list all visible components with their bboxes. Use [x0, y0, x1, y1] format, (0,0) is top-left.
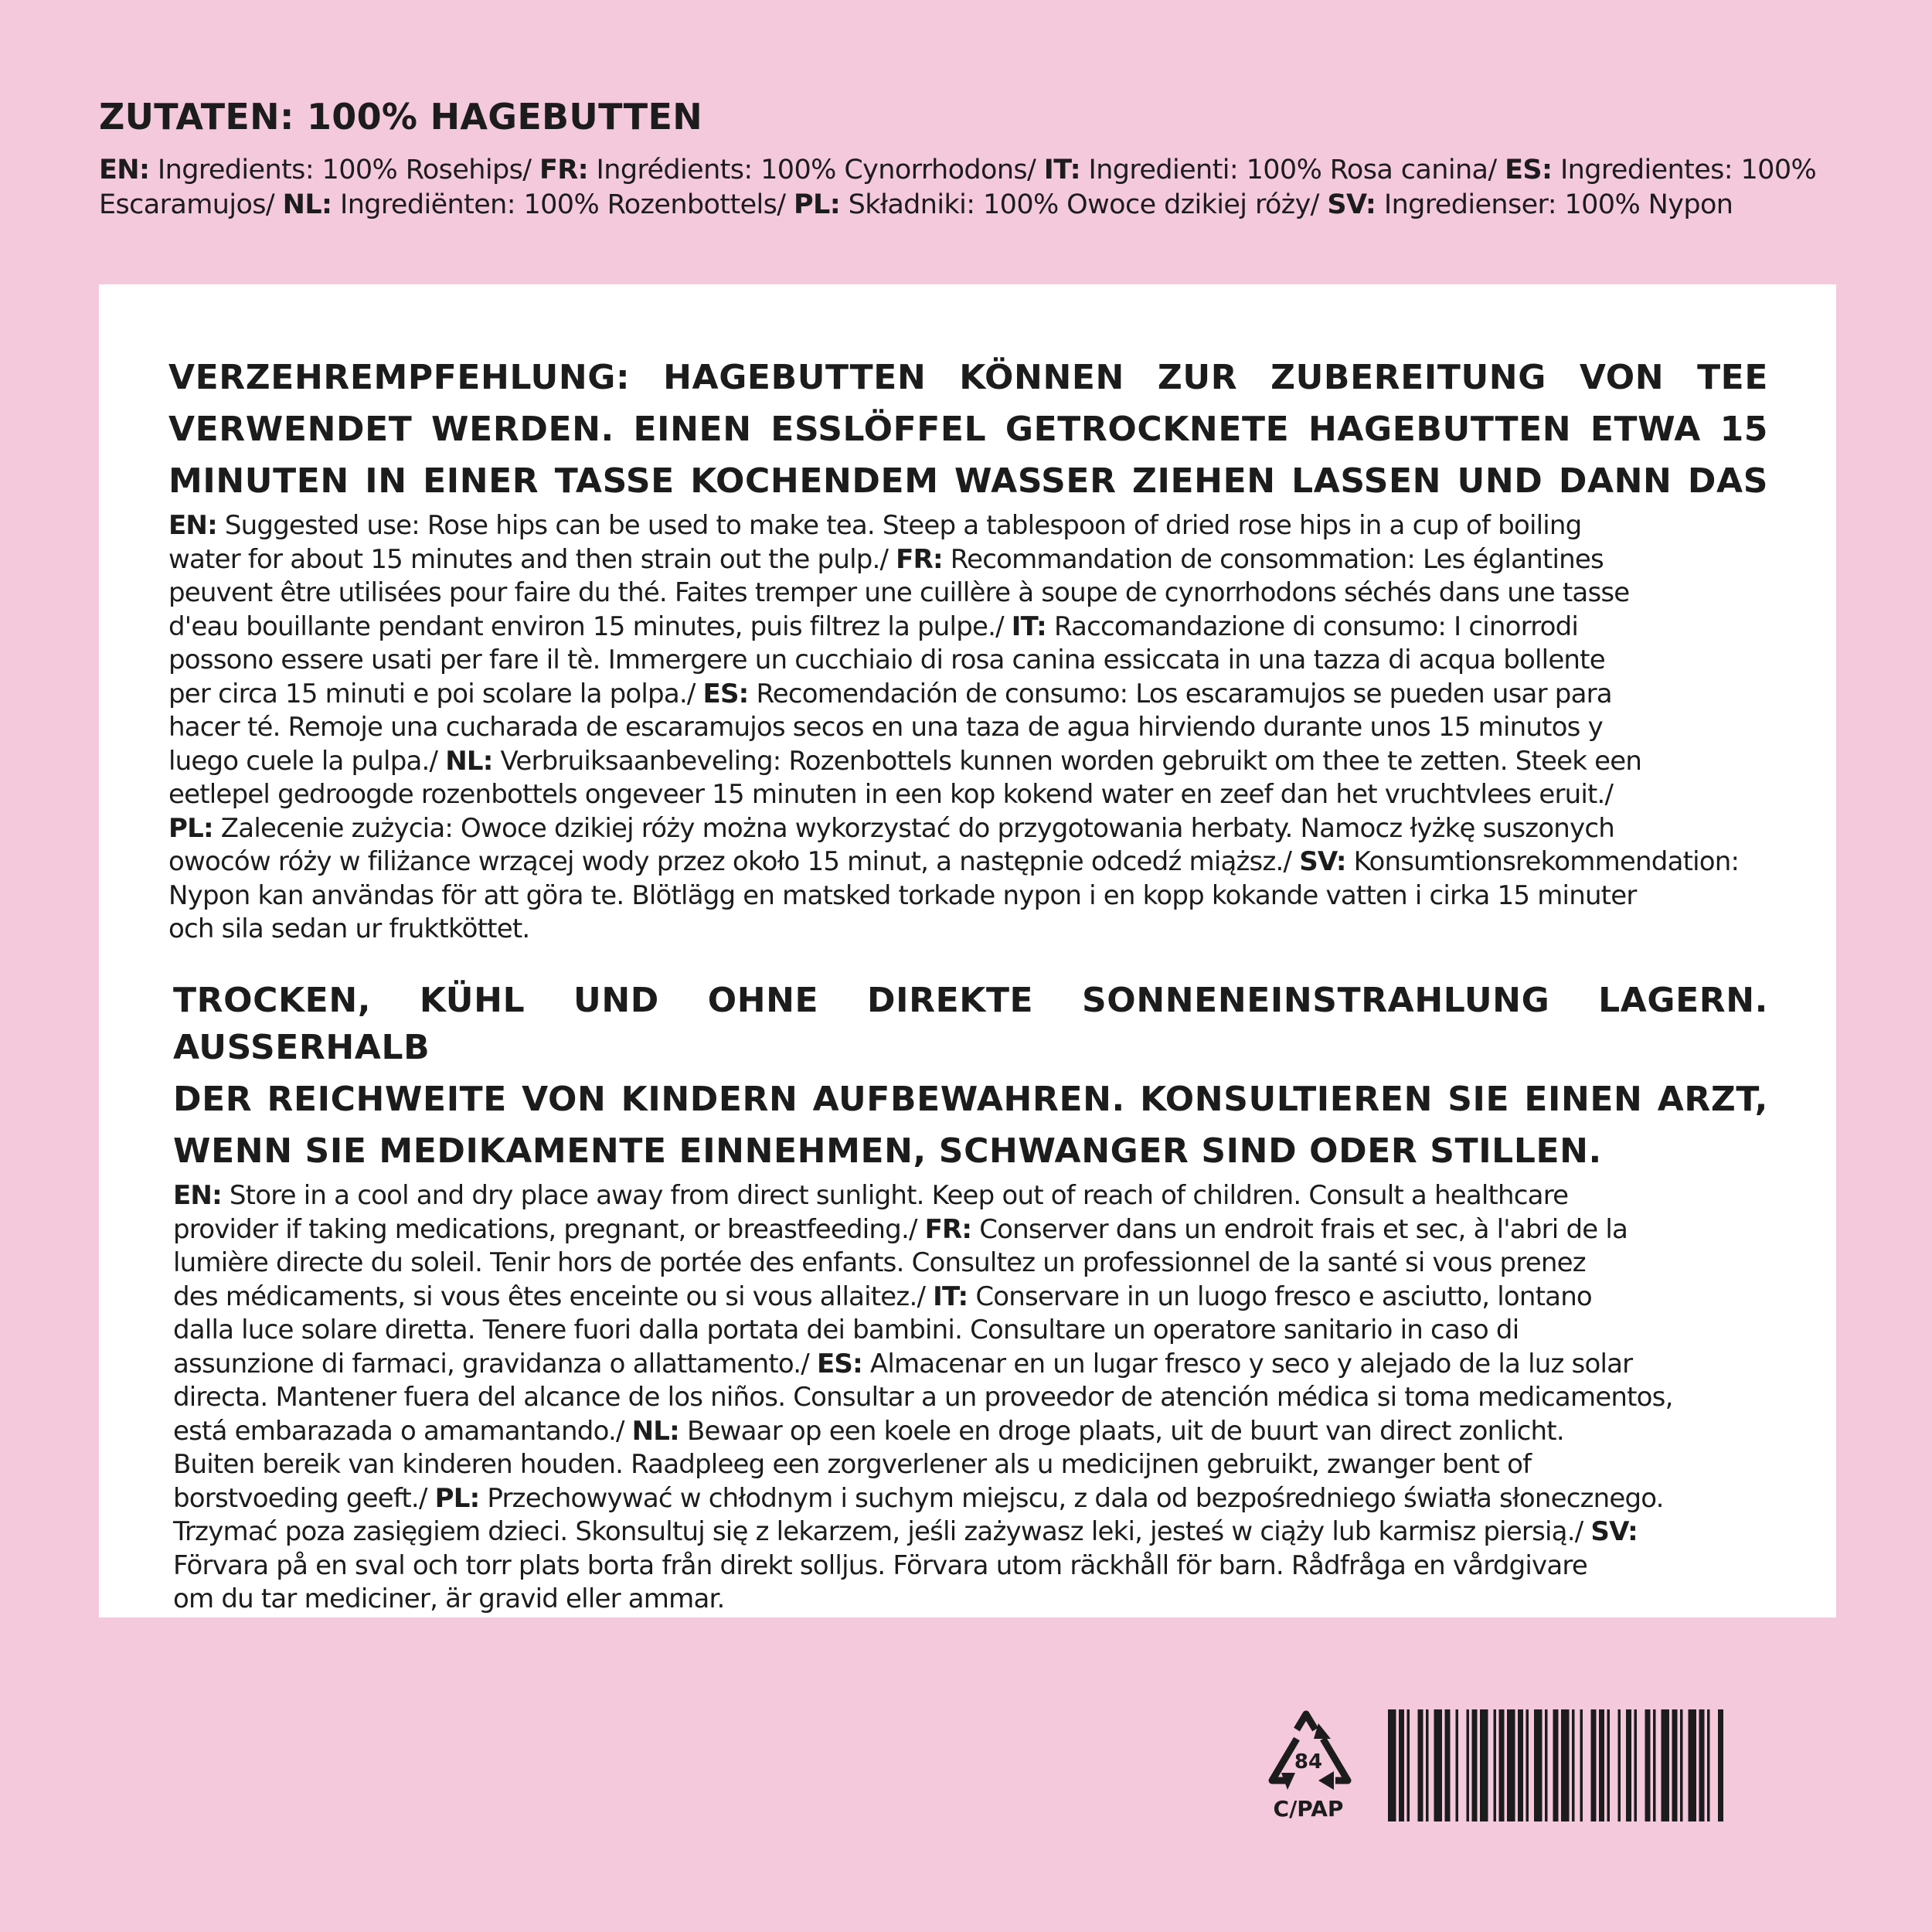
language-code: PL: [794, 189, 841, 220]
storage-section [173, 977, 1768, 1617]
translation-text: peuvent être utilisées pour faire du thé. Faites tremper une cuillère à soupe de cynorrhodons séchés dans une tasse [168, 577, 1630, 608]
usage-line [168, 611, 1768, 645]
info-panel [99, 284, 1836, 1617]
language-code: SV: [1590, 1516, 1638, 1547]
usage-line [168, 543, 1768, 577]
heading-line: VERZEHREMPFEHLUNG: HAGEBUTTEN KÖNNEN ZUR ZUBEREITUNG VON TEE [168, 358, 1768, 397]
translation-text: Verbruiksaanbeveling: Rozenbottels kunnen worden gebruikt om thee te zetten. Steek een [492, 745, 1642, 777]
translation-text: d'eau bouillante pendant environ 15 minutes, puis filtrez la pulpe./ [168, 611, 1012, 642]
ingredients-line [99, 188, 1845, 223]
language-code: NL: [445, 745, 493, 777]
storage-line [173, 1247, 1768, 1281]
barcode-bar [1689, 1709, 1697, 1821]
language-code: ES: [1505, 155, 1553, 185]
language-code: EN: [173, 1180, 222, 1211]
recycle-triangle-icon [1260, 1708, 1360, 1824]
language-code: IT: [1043, 155, 1080, 185]
barcode-bar [1672, 1709, 1678, 1821]
heading-line: TROCKEN, KÜHL UND OHNE DIREKTE SONNENEINSTRAHLUNG LAGERN. AUSSERHALB [173, 981, 1768, 1067]
language-code: NL: [282, 189, 332, 220]
heading-line: DER REICHWEITE VON KINDERN AUFBEWAHREN. KONSULTIEREN SIE EINEN ARZT, [173, 1080, 1768, 1119]
ingredients-line [99, 153, 1845, 188]
translation-text: water for about 15 minutes and then strain out the pulp./ [168, 543, 896, 575]
translation-text: Almacenar en un lugar fresco y seco y alejado de la luz solar [862, 1348, 1633, 1379]
usage-line [168, 711, 1768, 745]
ingredients-translations [99, 153, 1845, 223]
barcode-bar [1518, 1709, 1523, 1821]
barcode-bar [1426, 1709, 1429, 1821]
translation-text: Förvara på en sval och torr plats borta från direkt solljus. Förvara utom räckhåll för barn. Rådfråga en vårdgivare [173, 1549, 1587, 1581]
translation-text: lumière directe du soleil. Tenir hors de portée des enfants. Consultez un professionnel de la santé si vous prenez [173, 1247, 1586, 1278]
usage-line [168, 509, 1768, 543]
barcode-bar [1580, 1709, 1583, 1821]
language-code: PL: [434, 1482, 480, 1514]
storage-line [173, 1179, 1768, 1213]
barcode-bar [1434, 1709, 1443, 1821]
storage-line [173, 1213, 1768, 1247]
storage-line [173, 1314, 1768, 1348]
translation-text: Bewaar op een koele en droge plaats, uit de buurt van direct zonlicht. [679, 1415, 1564, 1447]
storage-line [173, 1583, 1768, 1617]
language-code: ES: [702, 678, 749, 709]
barcode-bar [1456, 1709, 1459, 1821]
barcode-bar [1388, 1709, 1396, 1821]
storage-line [173, 1348, 1768, 1382]
translation-text: Przechowywać w chłodnym i suchym miejscu, z dala od bezpośredniego światła słonecznego. [479, 1482, 1664, 1514]
translation-text: hacer té. Remoje una cucharada de escaramujos secos en una taza de agua hirviendo durante unos 15 minutos y [168, 712, 1603, 743]
barcode-bar [1526, 1709, 1529, 1821]
usage-line [168, 913, 1768, 947]
language-code: NL: [631, 1415, 679, 1447]
barcode-bar [1499, 1709, 1505, 1821]
translation-text: och sila sedan ur fruktköttet. [168, 913, 530, 944]
barcode-bar [1494, 1709, 1497, 1821]
barcode-bar [1407, 1709, 1410, 1821]
usage-line [168, 644, 1768, 678]
translation-text: Konsumtionsrekommendation: [1345, 846, 1740, 877]
barcode-bar [1445, 1709, 1451, 1821]
storage-line [173, 1415, 1768, 1449]
storage-line [173, 1281, 1768, 1315]
ingredients-title: ZUTATEN: 100% HAGEBUTTEN [99, 96, 703, 138]
usage-line [168, 678, 1768, 712]
translation-text: Recommandation de consommation: Les églantines [942, 543, 1604, 575]
translation-text: Składniki: 100% Owoce dzikiej róży/ [840, 189, 1328, 220]
usage-line [168, 879, 1768, 913]
usage-line [168, 745, 1768, 779]
translation-text: owoców róży w filiżance wrzącej wody przez około 15 minut, a następnie odcedź miąższ./ [168, 846, 1300, 877]
usage-line [168, 812, 1768, 846]
translation-text: luego cuele la pulpa./ [168, 745, 446, 777]
language-code: EN: [99, 155, 150, 185]
recycle-code: C/PAP [1273, 1796, 1344, 1821]
translation-text: possono essere usati per fare il tè. Immergere un cucchiaio di rosa canina essiccata in una tazza di acqua bollente [168, 645, 1605, 675]
barcode-bar [1707, 1709, 1710, 1821]
barcode-bar [1418, 1709, 1423, 1821]
barcode-bar [1507, 1709, 1515, 1821]
translation-text: Suggested use: Rose hips can be used to make tea. Steep a tablespoon of dried rose hips in a cup of boiling [216, 510, 1582, 541]
storage-line [173, 1482, 1768, 1516]
barcode-bar [1472, 1709, 1478, 1821]
usage-line [168, 577, 1768, 611]
language-code: EN: [168, 510, 217, 541]
barcode-bar [1680, 1709, 1683, 1821]
translation-text: Store in a cool and dry place away from direct sunlight. Keep out of reach of children. Consult a healthcare [221, 1180, 1569, 1211]
translation-text: Recomendación de consumo: Los escaramujos se pueden usar para [748, 678, 1612, 709]
barcode-bar [1618, 1709, 1621, 1821]
translation-text: Ingredienti: 100% Rosa canina/ [1080, 155, 1505, 185]
language-code: IT: [1011, 611, 1046, 642]
language-code: PL: [168, 812, 213, 844]
recycle-number: 84 [1294, 1750, 1323, 1774]
barcode-bar [1572, 1709, 1575, 1821]
language-code: FR: [924, 1213, 972, 1245]
barcode-bar [1634, 1709, 1638, 1821]
storage-line [173, 1515, 1768, 1549]
translation-text: Buiten bereik van kinderen houden. Raadpleeg een zorgverlener als u medicijnen gebruikt, zwanger bent of [173, 1449, 1532, 1480]
barcode-bar [1645, 1709, 1651, 1821]
translation-text: Trzymać poza zasięgiem dzieci. Skonsultuj się z lekarzem, jeśli zażywasz leki, jesteś w ciąży lub karmisz piersią./ [173, 1516, 1591, 1547]
language-code: FR: [896, 543, 943, 575]
heading-line: WENN SIE MEDIKAMENTE EINNEHMEN, SCHWANGER SIND ODER STILLEN. [173, 1131, 1602, 1171]
translation-text: per circa 15 minuti e poi scolare la polpa./ [168, 678, 703, 709]
barcode-bar [1591, 1709, 1597, 1821]
barcode-bar [1662, 1709, 1670, 1821]
language-code: FR: [539, 155, 588, 185]
translation-text: está embarazada o amamantando./ [173, 1415, 632, 1447]
translation-text: Ingredientes: 100% [1552, 155, 1817, 185]
language-code: SV: [1299, 846, 1346, 877]
translation-text: Nypon kan användas för att göra te. Blötlägg en matsked torkade nypon i en kopp kokande vatten i cirka 15 minuter [168, 879, 1637, 911]
language-code: ES: [816, 1348, 862, 1379]
storage-line [173, 1549, 1768, 1583]
language-code: SV: [1327, 189, 1376, 220]
storage-line [173, 1448, 1768, 1482]
translation-text: Ingredienser: 100% Nypon [1376, 189, 1733, 220]
translation-text: Ingredients: 100% Rosehips/ [149, 155, 539, 185]
usage-line [168, 845, 1768, 879]
translation-text: dalla luce solare diretta. Tenere fuori dalla portata dei bambini. Consultare un operatore sanitario in caso di [173, 1315, 1519, 1345]
barcode-bar [1553, 1709, 1559, 1821]
usage-section [168, 354, 1768, 947]
translation-text: Escaramujos/ [99, 189, 283, 220]
translation-text: provider if taking medications, pregnant, or breastfeeding./ [173, 1213, 925, 1245]
translation-text: assunzione di farmaci, gravidanza o allattamento./ [173, 1348, 817, 1379]
heading-line: MINUTEN IN EINER TASSE KOCHENDEM WASSER ZIEHEN LASSEN UND DANN DAS [168, 461, 1768, 501]
usage-heading [168, 354, 1768, 505]
barcode-bar [1399, 1709, 1404, 1821]
barcode-bar [1607, 1709, 1611, 1821]
translation-text: Conservare in un luogo fresco e asciutto, lontano [968, 1281, 1592, 1312]
language-code: IT: [933, 1281, 968, 1312]
translation-text: Ingrediënten: 100% Rozenbottels/ [332, 189, 794, 220]
translation-text: Raccomandazione di consumo: I cinorrodi [1046, 611, 1579, 642]
translation-text: Conserver dans un endroit frais et sec, à l'abri de la [971, 1213, 1628, 1245]
barcode-bar [1534, 1709, 1543, 1821]
usage-translations [168, 509, 1768, 947]
barcode-bar [1626, 1709, 1631, 1821]
translation-text: Zalecenie zużycia: Owoce dzikiej róży można wykorzystać do przygotowania herbaty. Namocz łyżkę suszonych [213, 812, 1615, 844]
storage-heading [173, 977, 1768, 1175]
usage-line [168, 778, 1768, 812]
translation-text: eetlepel gedroogde rozenbottels ongeveer 15 minuten in een kop kokend water en zeef dan het vruchtvlees eruit./ [168, 779, 1614, 810]
storage-translations [173, 1179, 1768, 1617]
translation-text: om du tar mediciner, är gravid eller ammar. [173, 1583, 725, 1614]
barcode-bar [1718, 1709, 1723, 1821]
barcode-bar [1653, 1709, 1656, 1821]
heading-line: VERWENDET WERDEN. EINEN ESSLÖFFEL GETROCKNETE HAGEBUTTEN ETWA 15 [168, 410, 1768, 449]
barcode-icon [1388, 1709, 1811, 1821]
barcode-bar [1467, 1709, 1470, 1821]
translation-text: directa. Mantener fuera del alcance de los niños. Consultar a un proveedor de atención médica si toma medicamentos, [173, 1382, 1673, 1413]
barcode-bar [1699, 1709, 1705, 1821]
ingredients-section [99, 96, 1845, 223]
barcode-bar [1480, 1709, 1488, 1821]
barcode-bar [1599, 1709, 1604, 1821]
barcode-bar [1561, 1709, 1570, 1821]
storage-line [173, 1381, 1768, 1415]
translation-text: borstvoeding geeft./ [173, 1482, 435, 1514]
translation-text: des médicaments, si vous êtes enceinte ou si vous allaitez./ [173, 1281, 934, 1312]
barcode-bar [1545, 1709, 1548, 1821]
translation-text: Ingrédients: 100% Cynorrhodons/ [588, 155, 1044, 185]
